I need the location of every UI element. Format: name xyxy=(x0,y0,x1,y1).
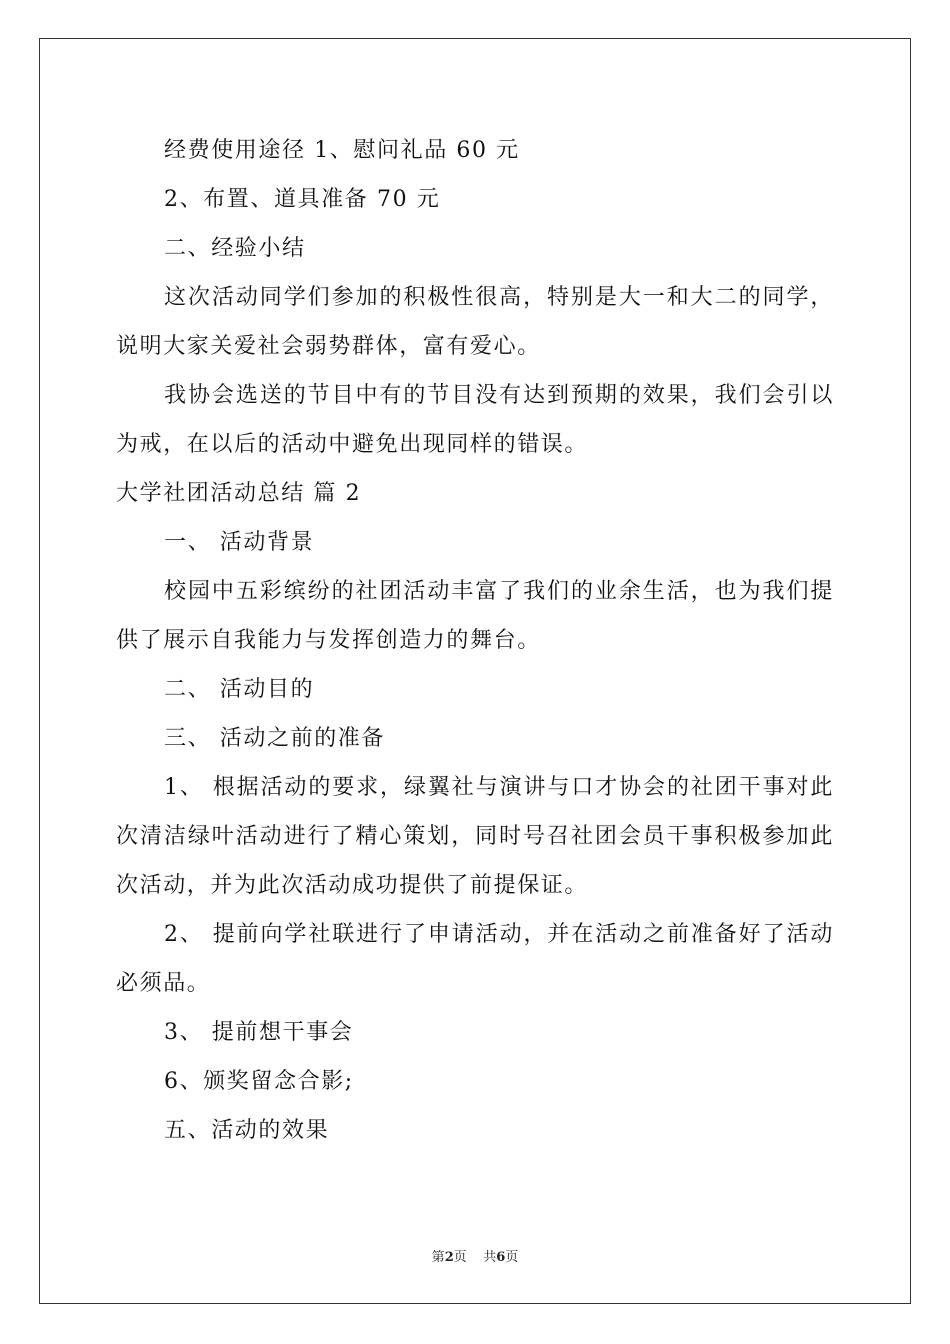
heading-background: 一、 活动背景 xyxy=(164,530,315,555)
paragraph-expense-props: 2、布置、道具准备 70 元 xyxy=(164,187,441,212)
paragraph-prep-2: 2、 提前向学社联进行了申请活动，并在活动之前准备好了活动必须品。 xyxy=(116,922,834,996)
heading-experience-summary: 二、经验小结 xyxy=(164,236,306,261)
heading-purpose: 二、 活动目的 xyxy=(164,677,315,702)
paragraph-enthusiasm: 这次活动同学们参加的积极性很高，特别是大一和大二的同学，说明大家关爱社会弱势群体，富有爱心。 xyxy=(116,285,834,359)
footer-current-page: 2 xyxy=(444,1250,454,1265)
page-footer xyxy=(0,1246,950,1265)
footer-suffix: 页 xyxy=(505,1250,519,1265)
paragraph-expense-usage: 经费使用途径 1、慰问礼品 60 元 xyxy=(164,138,520,163)
paragraph-award-photo: 6、颁奖留念合影; xyxy=(164,1069,354,1094)
heading-effect: 五、活动的效果 xyxy=(164,1118,330,1143)
paragraph-prep-3: 3、 提前想干事会 xyxy=(164,1020,354,1045)
footer-middle: 页 共 xyxy=(453,1250,497,1265)
footer-prefix: 第 xyxy=(431,1250,445,1265)
footer-total-pages: 6 xyxy=(496,1250,506,1265)
paragraph-lessons: 我协会选送的节目中有的节目没有达到预期的效果，我们会引以为戒，在以后的活动中避免出现同样的错误。 xyxy=(116,383,834,457)
heading-preparation: 三、 活动之前的准备 xyxy=(164,726,385,751)
paragraph-background: 校园中五彩缤纷的社团活动丰富了我们的业余生活，也为我们提供了展示自我能力与发挥创造力的舞台。 xyxy=(116,579,834,653)
paragraph-prep-1: 1、 根据活动的要求，绿翼社与演讲与口才协会的社团干事对此次清洁绿叶活动进行了精心策划，同时号召社团会员干事积极参加此次活动，并为此次活动成功提供了前提保证。 xyxy=(116,775,834,898)
section-title-part2: 大学社团活动总结 篇 2 xyxy=(116,481,362,506)
document-body xyxy=(116,126,834,1155)
